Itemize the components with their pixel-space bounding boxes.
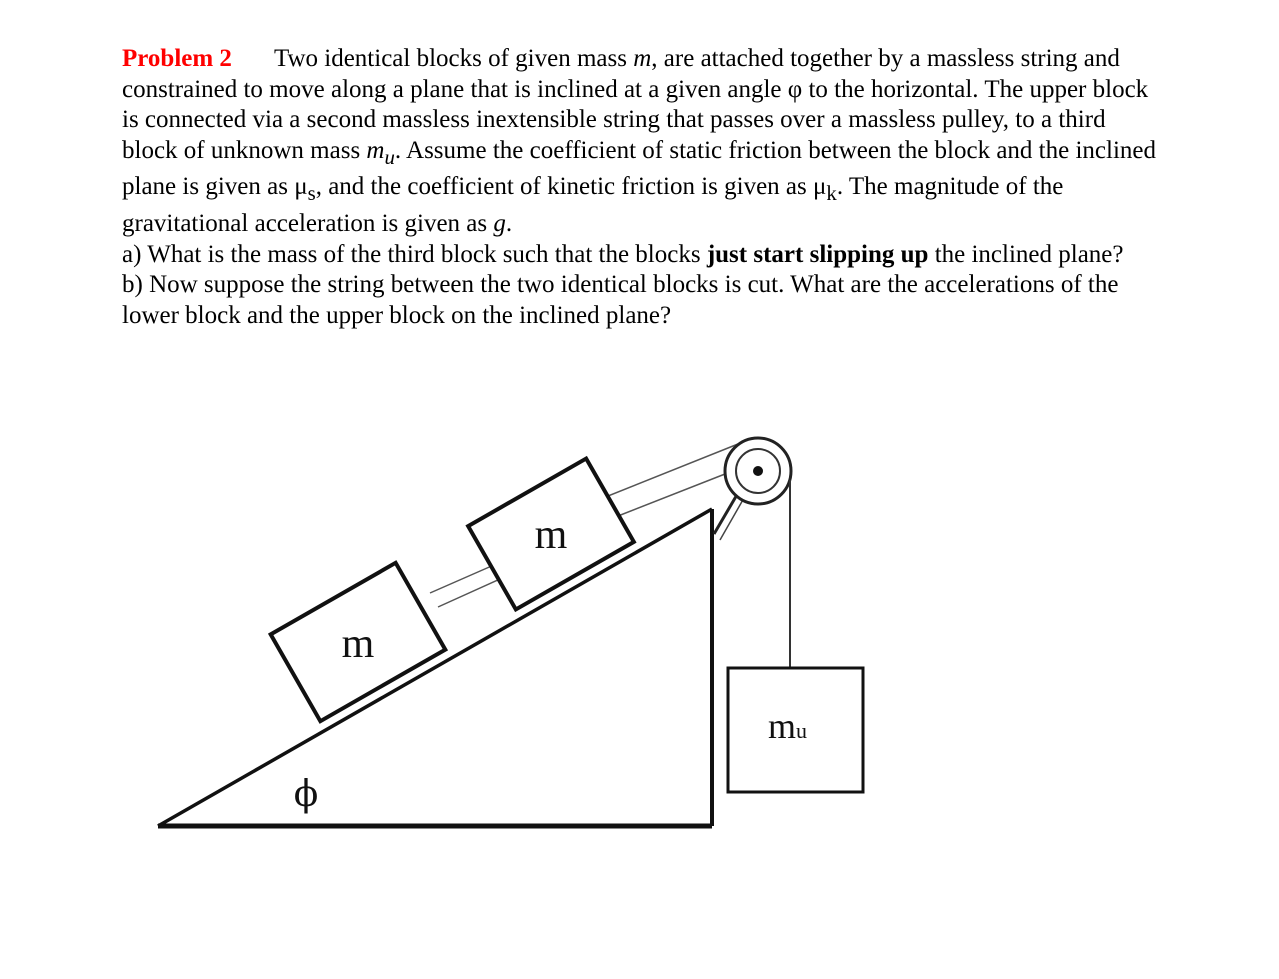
angle-symbol: φ: [787, 75, 803, 103]
intro-text-3: to the horizontal. The upper block is connected via a second massless inextensible string that passes over a massless pulley, to a third block of unknown mass: [122, 75, 1149, 164]
lower-block-label: m: [341, 621, 375, 667]
pulley-axle: [753, 466, 763, 476]
intro-text-6: . The magnitude of the gravitational acceleration is given as: [122, 173, 1064, 237]
mu-symbol-base: m: [366, 136, 385, 164]
upper-block-label: m: [534, 512, 568, 558]
hanging-block-label-sub: u: [796, 718, 808, 743]
intro-text-7: .: [505, 209, 513, 237]
part-a-bold: just start slipping up: [706, 240, 929, 268]
string-to-pulley-top: [588, 442, 743, 504]
g-symbol: g: [493, 209, 506, 237]
incline-slope: [158, 509, 712, 826]
muk-symbol-sub: k: [826, 181, 837, 206]
intro-text-1: Two identical blocks of given mass: [273, 45, 634, 72]
muk-symbol-base: μ: [813, 173, 827, 201]
part-a-text-1: a) What is the mass of the third block such that the blocks: [122, 240, 707, 268]
hanging-block-label-base: m: [768, 706, 797, 746]
mus-symbol-base: μ: [294, 173, 308, 201]
intro-text-2: , are attached together by a massless string and constrained to move along a plane that is inclined at a given angle: [122, 45, 1120, 103]
intro-text-4: . Assume the coefficient of static friction between the block and the inclined plane is given as: [122, 136, 1157, 201]
mu-symbol-sub: u: [384, 144, 395, 169]
intro-text-5: , and the coefficient of kinetic friction is given as: [315, 173, 813, 201]
angle-label: ϕ: [293, 774, 319, 815]
problem-label: Problem 2: [122, 45, 232, 72]
mus-symbol-sub: s: [307, 181, 316, 206]
part-b: b) Now suppose the string between the two identical blocks is cut. What are the accelerations of the lower block and the upper block on the inclined plane?: [122, 271, 1119, 329]
inclined-plane: [158, 509, 712, 826]
pulley: [725, 438, 791, 504]
part-a-text-2: the inclined plane?: [928, 240, 1124, 268]
mass-symbol: m: [633, 45, 652, 72]
